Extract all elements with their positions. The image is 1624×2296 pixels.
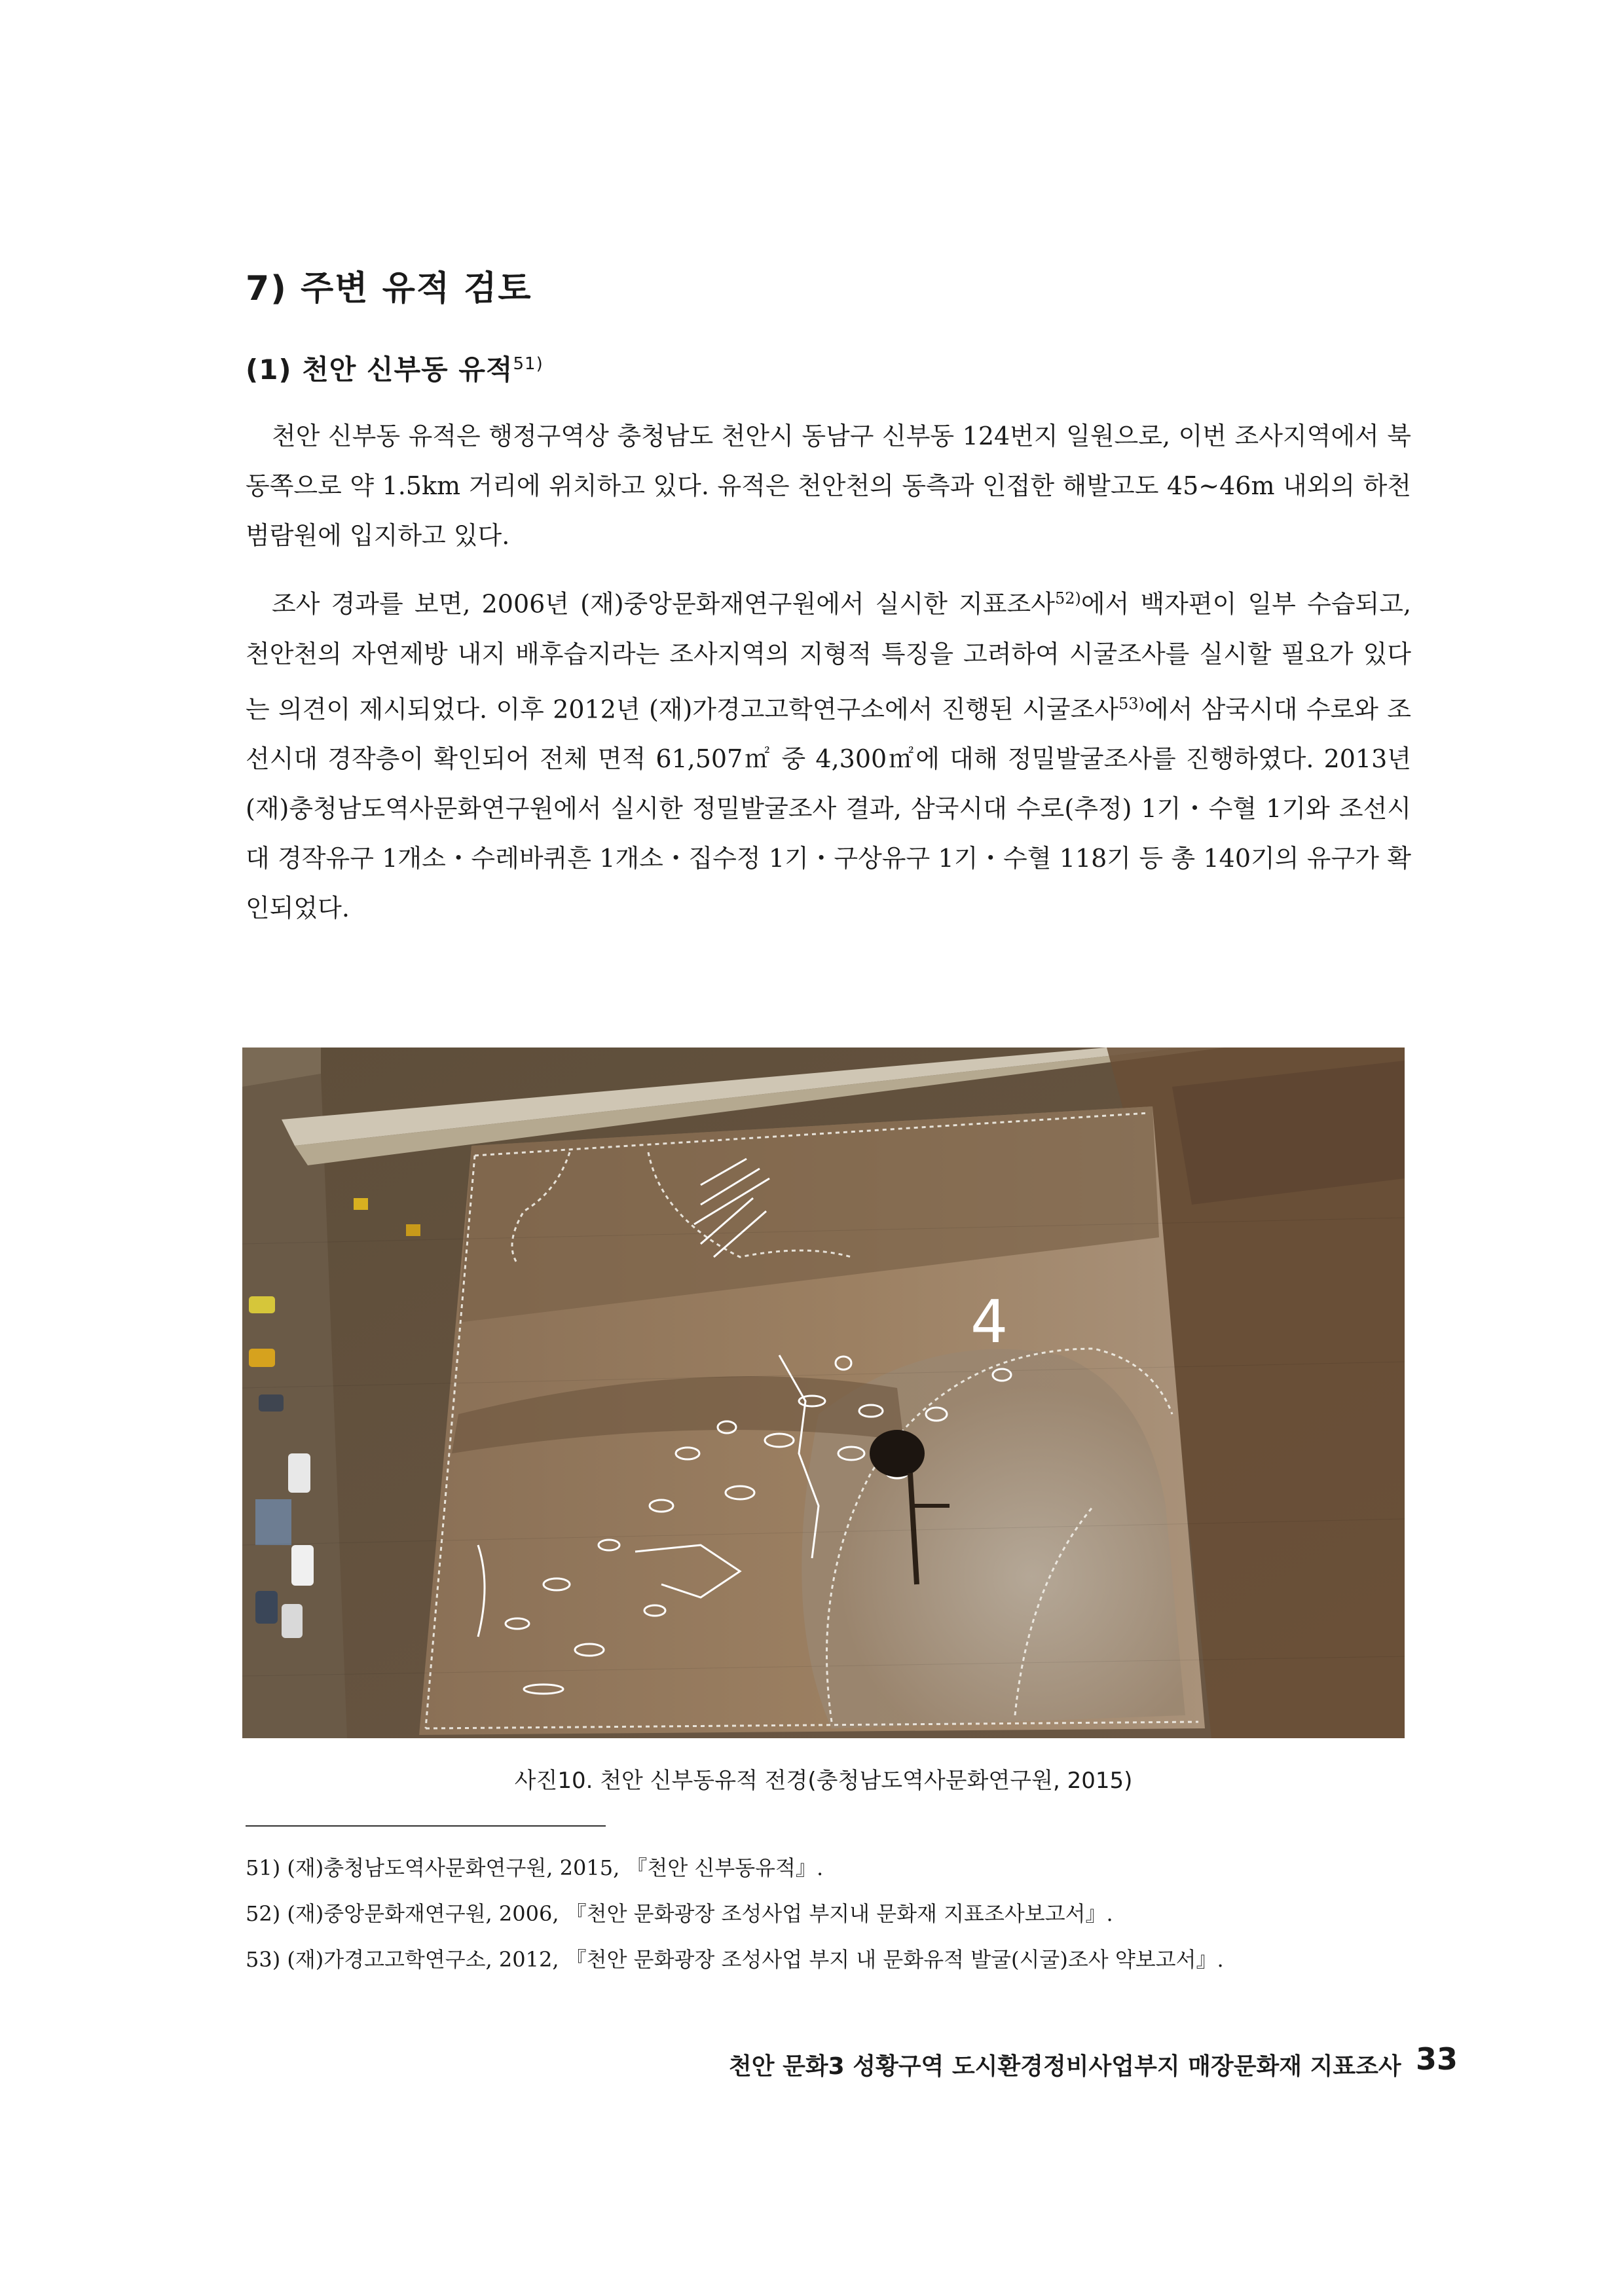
paragraph-2-part-b: 에서 백자편이 일부 수습되고, 천안천의 자연제방 내지 배후습지라는 조사지역의 지형적 특징을 고려하여 시굴조사를 실시할 필요가 있다는 의견이 제시되었다. 이후 2012년 (재)가경고고학연구소에서 진행된 시굴조사: [246, 589, 1411, 724]
footnote-divider: [246, 1825, 606, 1827]
footnote-51: 51) (재)충청남도역사문화연구원, 2015, 『천안 신부동유적』.: [246, 1855, 824, 1880]
footnote-53: 53) (재)가경고고학연구소, 2012, 『천안 문화광장 조성사업 부지 내 문화유적 발굴(시굴)조사 약보고서』.: [246, 1947, 1224, 1972]
aerial-site-photo: [242, 1048, 1405, 1738]
paragraph-1-text: 천안 신부동 유적은 행정구역상 충청남도 천안시 동남구 신부동 124번지 일원으로, 이번 조사지역에서 북동쪽으로 약 1.5km 거리에 위치하고 있다. 유적은 천안천의 동측과 인접한 해발고도 45~46m 내외의 하천 범람원에 입지하고 있다.: [246, 422, 1411, 550]
page-number: 33: [1416, 2041, 1458, 2077]
aerial-photo-illustration: [242, 1048, 1405, 1738]
subsection-title-text: (1) 천안 신부동 유적: [246, 354, 513, 386]
section-title: 7) 주변 유적 검토: [246, 269, 532, 308]
photo-marker-4: 4: [970, 1288, 1008, 1357]
paragraph-2-part-c: 에서 삼국시대 수로와 조선시대 경작층이 확인되어 전체 면적 61,507㎡ 중 4,300㎡에 대해 정밀발굴조사를 진행하였다. 2013년 (재)충청남도역사문화연구원에서 실시한 정밀발굴조사 결과, 삼국시대 수로(추정) 1기・수혈 1기와 조선시대 경작유구 1개소・수레바퀴흔 1개소・집수정 1기・구상유구 1기・수혈 118기 등 총 140기의 유구가 확인되었다.: [246, 695, 1411, 923]
footnote-ref-52: 52): [1054, 589, 1081, 608]
footnote-ref-53: 53): [1118, 694, 1145, 713]
footnote-ref-51: 51): [513, 354, 544, 374]
paragraph-2-part-a: 조사 경과를 보면, 2006년 (재)중앙문화재연구원에서 실시한 지표조사: [272, 589, 1055, 619]
paragraph-2-text: [246, 574, 1411, 933]
paragraph-1: [246, 411, 1411, 560]
footnote-52: 52) (재)중앙문화재연구원, 2006, 『천안 문화광장 조성사업 부지내 문화재 지표조사보고서』.: [246, 1901, 1113, 1926]
subsection-title: [246, 348, 544, 388]
photo-caption: 사진10. 천안 신부동유적 전경(충청남도역사문화연구원, 2015): [514, 1768, 1133, 1794]
paragraph-2: [246, 574, 1411, 933]
running-footer-title: 천안 문화3 성황구역 도시환경정비사업부지 매장문화재 지표조사: [729, 2053, 1401, 2080]
